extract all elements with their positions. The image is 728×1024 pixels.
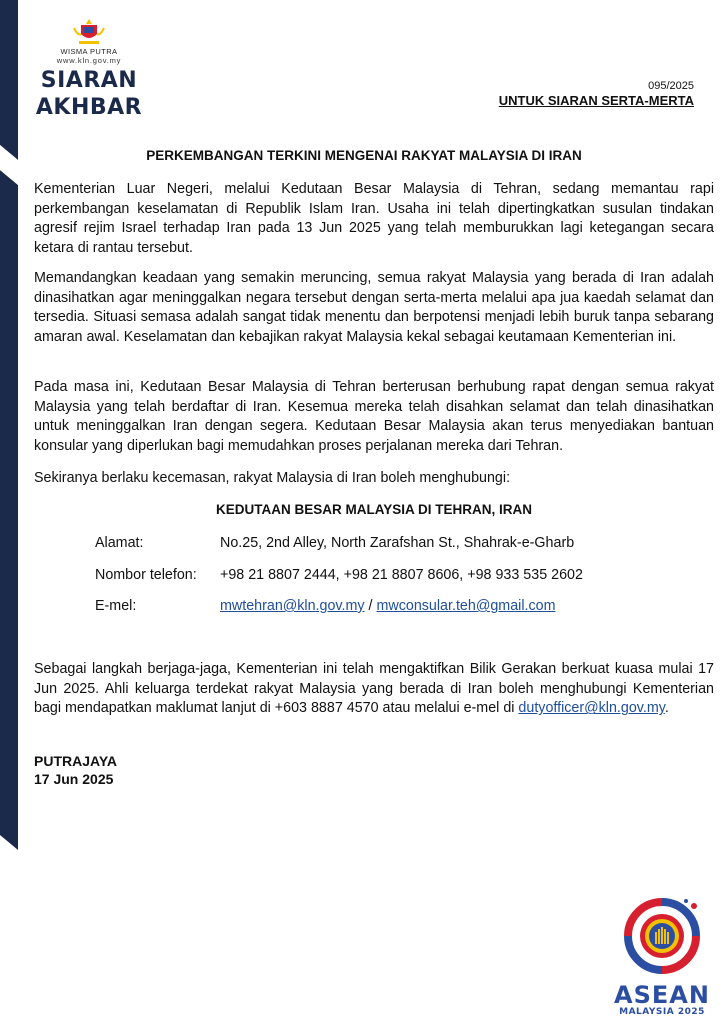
embassy-heading: KEDUTAAN BESAR MALAYSIA DI TEHRAN, IRAN xyxy=(215,502,532,517)
address-label: Alamat: xyxy=(95,535,144,551)
header-logo xyxy=(30,18,148,119)
email-link-embassy[interactable]: mwtehran@kln.gov.my xyxy=(220,598,365,614)
reference-number: 095/2025 xyxy=(648,80,694,92)
asean-logo xyxy=(614,896,710,1017)
left-stripe-decoration xyxy=(0,0,18,1024)
paragraph-1: Kementerian Luar Negeri, melalui Kedutaan Besar Malaysia di Tehran, sedang memantau rapi perkembangan keselamatan di Republik Islam Iran. Usaha ini telah dipertingkatkan susulan tindakan agresif rejim Israel terhadap Iran pada 13 Jun 2025 yang telah memburukkan lagi ketegangan secara ketara di rantau tersebut. xyxy=(34,181,714,257)
address-row xyxy=(95,535,574,551)
asean-logo-sub: MALAYSIA 2025 xyxy=(619,1007,705,1017)
org-name: WISMA PUTRA xyxy=(60,47,118,56)
email-link-consular[interactable]: mwconsular.teh@gmail.com xyxy=(376,598,556,614)
closing-text: Sebagai langkah berjaga-jaga, Kementerian ini telah mengaktifkan Bilik Gerakan berkuat kuasa mulai 17 Jun 2025. Ahli keluarga terdekat rakyat Malaysia yang berada di Iran boleh menghubungi Kementerian bagi mendapatkan maklumat lanjut di +603 8887 4570 atau melalui e-mel di xyxy=(34,661,714,717)
org-website: www.kln.gov.my xyxy=(56,56,122,65)
email-link-duty-officer[interactable]: dutyofficer@kln.gov.my xyxy=(518,700,665,717)
email-separator: / xyxy=(364,598,377,614)
place-name: PUTRAJAYA xyxy=(34,753,117,769)
coat-of-arms-icon xyxy=(72,18,106,46)
email-label: E-mel: xyxy=(95,598,137,614)
closing-end: . xyxy=(664,700,669,717)
asean-emblem-icon xyxy=(622,896,702,978)
signoff xyxy=(34,752,117,788)
release-label: UNTUK SIARAN SERTA-MERTA xyxy=(498,93,694,108)
paragraph-2: Memandangkan keadaan yang semakin meruncing, semua rakyat Malaysia yang berada di Iran adalah dinasihatkan agar meninggalkan negara tersebut dengan serta-merta melalui apa jua kaedah selamat dan tersedia. Situasi semasa adalah sangat tidak menentu dan berpotensi menjadi lebih buruk tanpa sebarang amaran awal. Keselamatan dan kebajikan rakyat Malaysia kekal sebagai keutamaan Kementerian ini. xyxy=(34,270,714,346)
doc-type-line2: AKHBAR xyxy=(35,95,143,120)
paragraph-3: Pada masa ini, Kedutaan Besar Malaysia di Tehran berterusan berhubung rapat dengan semua rakyat Malaysia yang telah berdaftar di Iran. Kesemua mereka telah disahkan selamat dan telah dinasihatkan untuk meninggalkan Iran dengan segera. Kedutaan Besar Malaysia akan terus menyediakan bantuan konsular yang diperlukan bagi memudahkan proses perjalanan mereka dari Tehran. xyxy=(34,379,714,455)
address-value: No.25, 2nd Alley, North Zarafshan St., Shahrak-e-Gharb xyxy=(220,535,575,551)
phone-value: +98 21 8807 2444, +98 21 8807 8606, +98 933 535 2602 xyxy=(220,567,583,583)
asean-logo-word: ASEAN xyxy=(614,981,710,1009)
page-title: PERKEMBANGAN TERKINI MENGENAI RAKYAT MALAYSIA DI IRAN xyxy=(146,148,582,163)
phone-row xyxy=(95,567,583,583)
doc-type-line1: SIARAN xyxy=(40,68,138,93)
closing-paragraph xyxy=(34,660,714,719)
phone-label: Nombor telefon: xyxy=(95,567,197,583)
release-date: 17 Jun 2025 xyxy=(34,771,114,787)
email-row xyxy=(95,598,555,614)
paragraph-4: Sekiranya berlaku kecemasan, rakyat Malaysia di Iran boleh menghubungi: xyxy=(34,470,511,486)
